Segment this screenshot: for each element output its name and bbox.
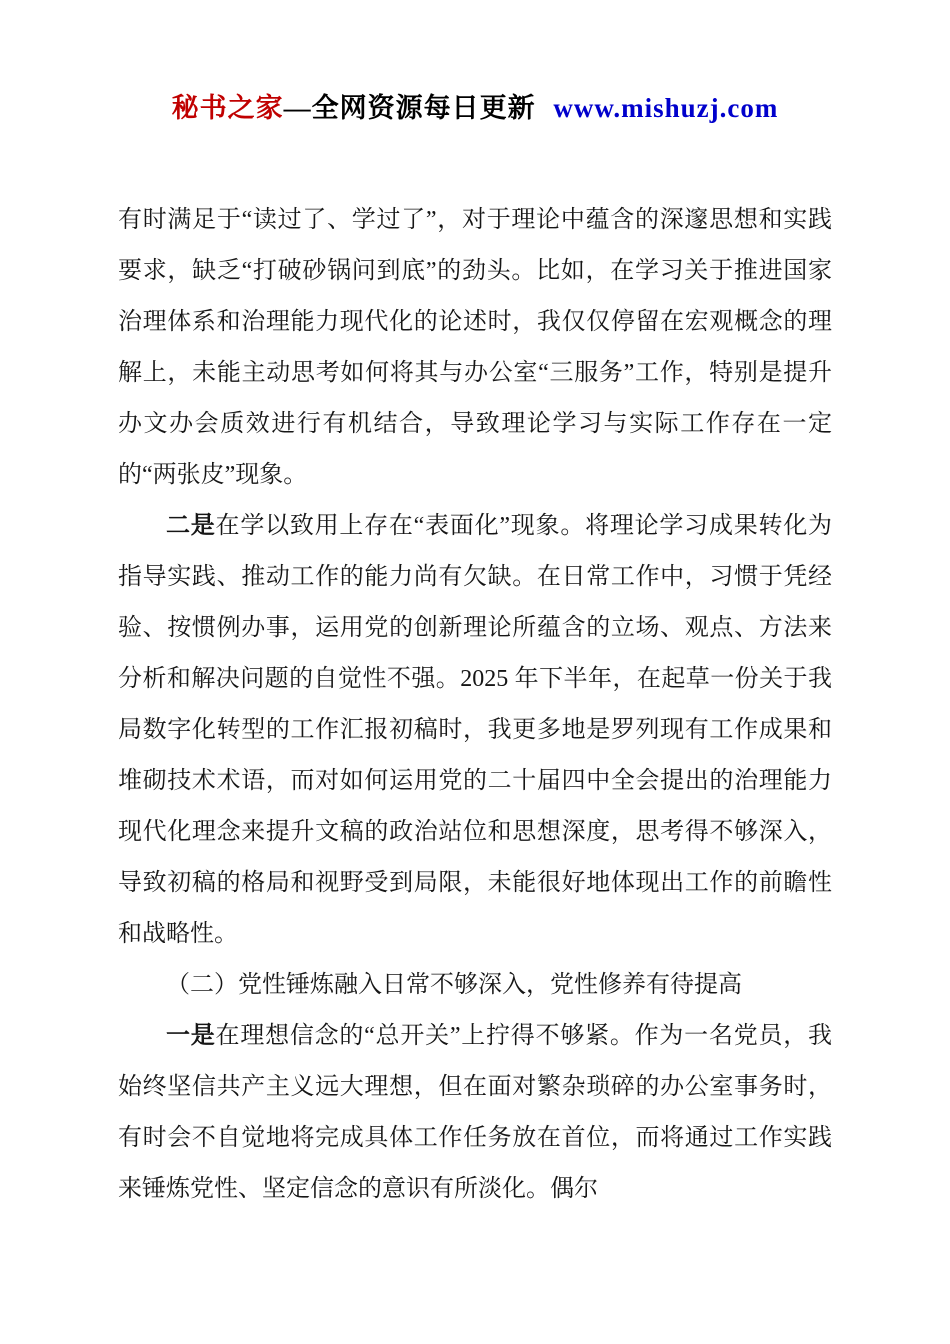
paragraph-theory-study [118,195,832,501]
paragraph-text: 在学以致用上存在“表面化”现象。将理论学习成果转化为指导实践、推动工作的能力尚有欠缺。在日常工作中，习惯于凭经验、按惯例办事，运用党的创新理论所蕴含的立场、观点、方法来分析和解决问题的自觉性不强。2025 年下半年，在起草一份关于我局数字化转型的工作汇报初稿时，我更多地是罗列现有工作成果和堆砌技术术语，而对如何运用党的二十届四中全会提出的治理能力现代化理念来提升文稿的政治站位和思想深度，思考得不够深入，导致初稿的格局和视野受到局限，未能很好地体现出工作的前瞻性和战略性。 [118,513,833,947]
paragraph-text: （二）党性锤炼融入日常不够深入，党性修养有待提高 [166,972,742,998]
paragraph-lead: 一是 [166,1023,216,1049]
header-tagline: —全网资源每日更新 [283,93,536,123]
site-url: www.mishuzj.com [553,93,779,123]
site-header [118,86,832,125]
paragraph-text: 在理想信念的“总开关”上拧得不够紧。作为一名党员，我始终坚信共产主义远大理想，但在面对繁杂琐碎的办公室事务时，有时会不自觉地将完成具体工作任务放在首位，而将通过工作实践来锤炼党性、坚定信念的意识有所淡化。偶尔 [118,1023,833,1202]
paragraph-section-heading [118,960,832,1011]
site-name: 秘书之家 [171,93,284,123]
paragraph-lead: 二是 [166,513,216,539]
paragraph-text: 有时满足于“读过了、学过了”，对于理论中蕴含的深邃思想和实践要求，缺乏“打破砂锅问到底”的劲头。比如，在学习关于推进国家治理体系和治理能力现代化的论述时，我仅仅停留在宏观概念的理解上，未能主动思考如何将其与办公室“三服务”工作，特别是提升办文办会质效进行有机结合，导致理论学习与实际工作存在一定的“两张皮”现象。 [118,207,832,488]
paragraph-second-point [118,501,832,960]
paragraph-first-point [118,1011,832,1215]
document-body [118,195,832,1215]
